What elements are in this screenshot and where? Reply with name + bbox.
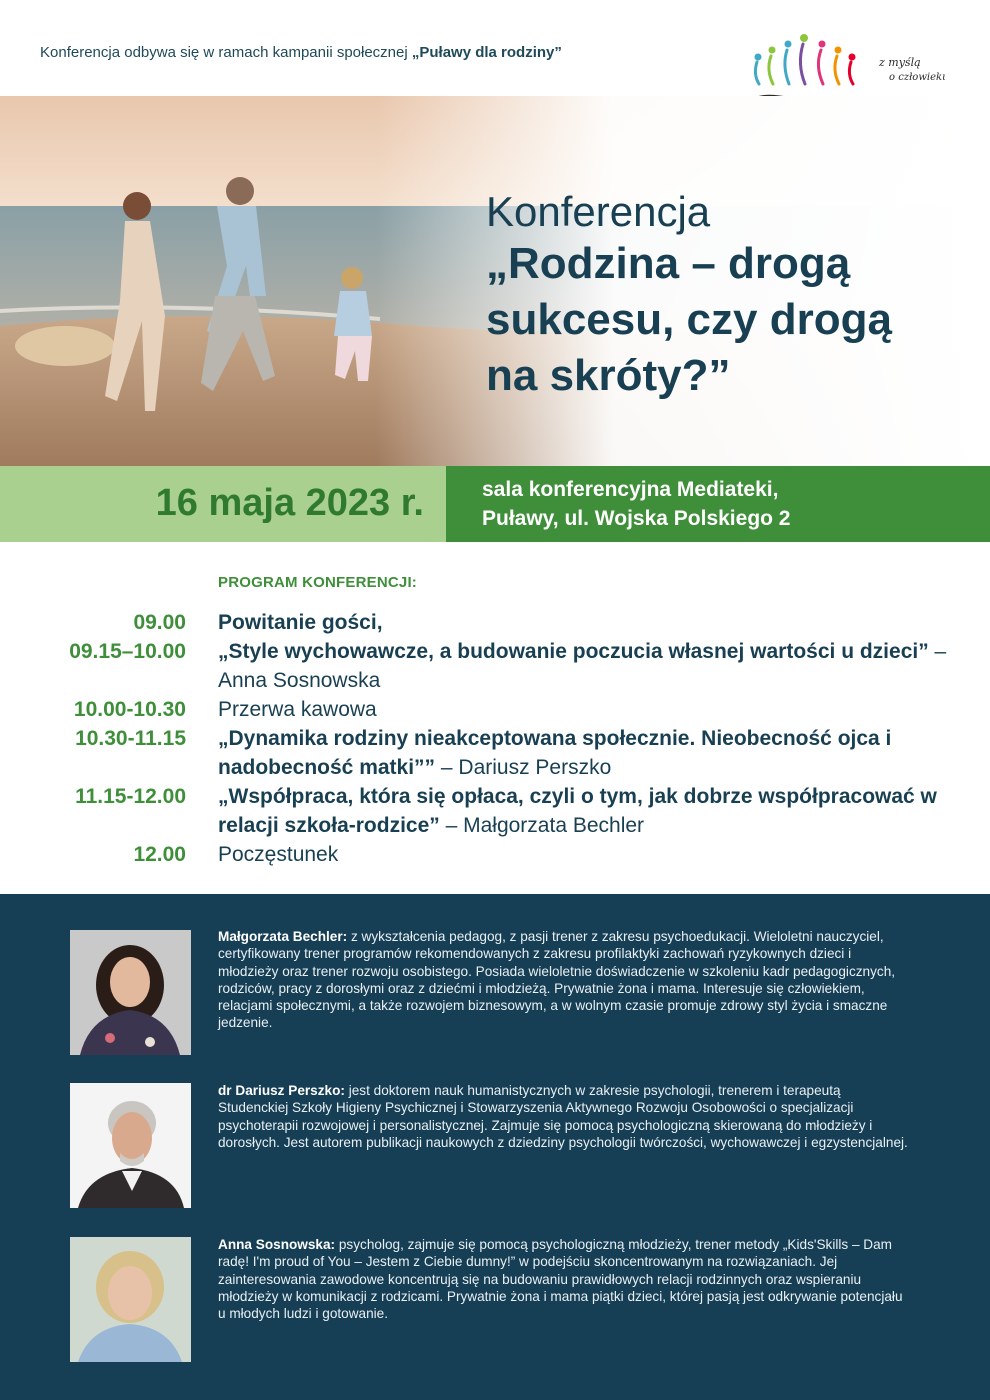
program-speaker: Przerwa kawowa bbox=[218, 698, 377, 721]
speaker-bio-sosnowska bbox=[218, 1236, 908, 1322]
program-item bbox=[0, 724, 990, 782]
program-time: 09.00 bbox=[133, 611, 186, 634]
program-title: Powitanie gości, bbox=[218, 611, 383, 634]
portrait-image bbox=[70, 1237, 191, 1362]
program-time: 12.00 bbox=[133, 843, 186, 866]
speaker-bio-text: z wykształcenia pedagog, z pasji trener z zakresu psychoedukacji. Wieloletni nauczyciel, certyfikowany trener programów rekomendowanych z zakresu profilaktyki zachowań ryzykownych dzieci i młodzieży oraz trener rozwoju osobistego. Posiada wieloletnie doświadczenie w szkoleniu kadr pedagogicznych, rodziców, pracy z dorosłymi oraz z dziećmi i młodzieżą. Prywatnie żona i mama. Interesuje się człowiekiem, relacjami społecznymi, a także rozwojem biznesowym, a w wolnym czasie promuje zdrowy styl życia i smaczne jedzenie. bbox=[218, 929, 896, 1031]
program-text bbox=[218, 840, 948, 869]
program-time: 09.15–10.00 bbox=[69, 640, 186, 663]
campaign-name: „Puławy dla rodziny” bbox=[411, 44, 562, 61]
program-title: „Współpraca, która się opłaca, czyli o tym, jak dobrze współpracować w relacji szkoła-rodzice” bbox=[218, 785, 937, 837]
speakers-section bbox=[0, 894, 990, 1400]
program-speaker: – Małgorzata Bechler bbox=[439, 814, 645, 837]
logo-tagline-1: z myślą bbox=[879, 56, 921, 69]
program-time: 11.15-12.00 bbox=[75, 785, 186, 808]
title-line-2: „Rodzina – drogą sukcesu, czy drogą na skróty?” bbox=[486, 239, 892, 400]
date-venue-band bbox=[0, 466, 990, 542]
venue-line-1: sala konferencyjna Mediateki, bbox=[482, 478, 779, 501]
program-speaker: – Dariusz Perszko bbox=[435, 756, 612, 779]
portrait-image bbox=[70, 930, 191, 1055]
program-text bbox=[218, 724, 948, 782]
speaker-bio-bechler bbox=[218, 928, 908, 1032]
event-date: 16 maja 2023 r. bbox=[155, 482, 424, 524]
venue-panel bbox=[446, 466, 990, 542]
speaker-name: dr Dariusz Perszko: bbox=[218, 1083, 345, 1098]
program-list bbox=[0, 608, 990, 869]
speaker-name: Anna Sosnowska: bbox=[218, 1237, 336, 1252]
venue-line-2: Puławy, ul. Wojska Polskiego 2 bbox=[482, 507, 791, 530]
program-item bbox=[0, 637, 990, 695]
program-text bbox=[218, 637, 948, 695]
program-time: 10.00-10.30 bbox=[73, 698, 186, 721]
campaign-prefix: Konferencja odbywa się w ramach kampanii społecznej bbox=[40, 44, 412, 61]
speaker-bio-perszko bbox=[218, 1082, 908, 1151]
speaker-photo-perszko bbox=[70, 1083, 191, 1208]
program-text bbox=[218, 608, 948, 637]
program-heading: PROGRAM KONFERENCJI: bbox=[218, 574, 418, 591]
program-item bbox=[0, 695, 990, 724]
program-item bbox=[0, 782, 990, 840]
program-item bbox=[0, 840, 990, 869]
date-panel bbox=[0, 466, 446, 542]
program-title: „Style wychowawcze, a budowanie poczucia własnej wartości u dzieci” bbox=[218, 640, 929, 663]
program-speaker: Poczęstunek bbox=[218, 843, 339, 866]
portrait-image bbox=[70, 1083, 191, 1208]
program-text bbox=[218, 695, 948, 724]
event-venue bbox=[482, 475, 791, 533]
campaign-line bbox=[40, 44, 562, 61]
speaker-bio-text: psycholog, zajmuje się pomocą psychologiczną młodzieży, trener metody „Kids'Skills – Dam radę! I'm proud of You – Jestem z Ciebie dumny!” w podejściu skoncentrowanym na rozwiązaniach. Jej zainteresowania zawodowe koncentrują się na budowaniu prawidłowych relacji rodzinnych oraz wspieraniu młodzieży w komunikacji z rodzicami. Prywatnie żona i mama piątki dzieci, której pasją jest odkrywanie potencjału u młodych ludzi i gotowanie. bbox=[218, 1237, 903, 1322]
conference-title bbox=[486, 188, 946, 404]
logo-tagline-2: o człowieku bbox=[889, 72, 945, 83]
program-title: „Dynamika rodziny nieakceptowana społecznie. Nieobecność ojca i nadobecność matki”” bbox=[218, 727, 892, 779]
program-text bbox=[218, 782, 948, 840]
speaker-name: Małgorzata Bechler: bbox=[218, 929, 348, 944]
speaker-photo-sosnowska bbox=[70, 1237, 191, 1362]
program-speaker: – Anna Sosnowska bbox=[218, 640, 947, 692]
title-line-1: Konferencja bbox=[486, 188, 711, 235]
speaker-photo-bechler bbox=[70, 930, 191, 1055]
program-item bbox=[0, 608, 990, 637]
speaker-bio-text: jest doktorem nauk humanistycznych w zakresie psychologii, trenerem i terapeutą Studenckiej Szkoły Higieny Psychicznej i Stowarzyszenia Aktywnego Rozwoju Osobowości o specjalizacji psychoterapii rozwojowej i personalistycznej. Zajmuje się pomocą psychologiczną skierowaną do młodzieży i dorosłych. Jest autorem publikacji naukowych z dziedziny psychologii twórczości, wychowawczej i egzystencjalnej. bbox=[218, 1083, 908, 1150]
program-time: 10.30-11.15 bbox=[75, 727, 186, 750]
